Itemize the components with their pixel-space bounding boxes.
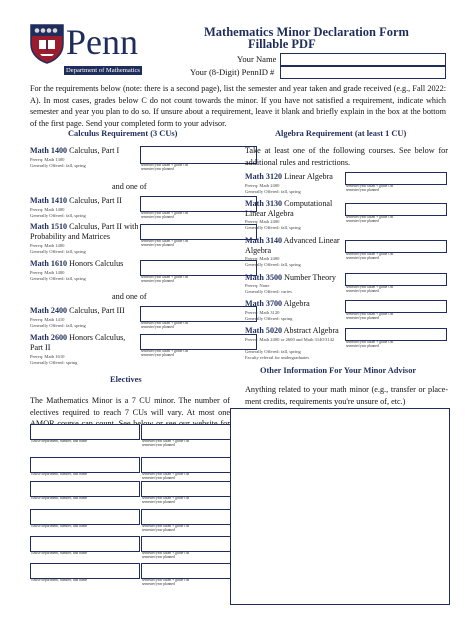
elective-course-input[interactable] [30, 424, 140, 440]
math-1400-grade-box[interactable] [140, 146, 257, 164]
course-code: Math 2400 [30, 306, 68, 315]
course-prereq: Prereq: Math 2400 [245, 219, 280, 224]
course-math-3120 [245, 172, 345, 182]
course-math-2600 [30, 333, 140, 353]
course-prereq: Prereq: Math 2400 or 2600 and Math 3140/3142 [245, 337, 335, 342]
course-name: Advanced Linear Algebra [245, 236, 340, 255]
elective-course-input[interactable] [30, 509, 140, 525]
course-code: Math 3130 [245, 199, 283, 208]
course-name: Calculus, Part I [69, 146, 120, 155]
pennid-label: Your (8-Digit) PennID # [190, 67, 275, 77]
course-name: Number Theory [284, 273, 336, 282]
course-code: Math 3120 [245, 172, 283, 181]
course-prereq: Prereq: Math 1610 [30, 354, 65, 359]
box-hint: semester/year taken + grade OR semester/year planned [141, 211, 189, 219]
course-note: Faculty referral for undergraduates [245, 355, 310, 360]
course-name: Linear Algebra [284, 172, 333, 181]
box-hint: semester/year taken + grade OR semester/year planned [142, 472, 190, 480]
course-name: Honors Calculus [69, 259, 124, 268]
course-offered: Generally Offered: fall, spring [245, 225, 301, 230]
instructions-paragraph: For the requirements below (note: there is a second page), list the semester and year taken and grade received (e.g., Fall 2022: A). In most cases, grades below C do not count towards the minor. If you have not satisfied a requirement, indicate which semester and year you plan to do so. If unsure about a requirement, leave it blank and briefly explain in the box at the bottom of the first page. Send your completed form to your advisor. [30, 84, 446, 128]
elective-course-label: course department, number, and name [31, 496, 88, 500]
course-name: Abstract Algebra [283, 326, 339, 335]
electives-heading: Electives [110, 375, 142, 384]
course-prereq: Prereq: Math 2400 [245, 183, 280, 188]
penn-logo [30, 22, 166, 78]
box-hint: semester/year taken + grade OR semester/year planned [141, 163, 189, 171]
course-code: Math 2600 [30, 333, 68, 342]
course-prereq: Prereq: Math 2400 [245, 256, 280, 261]
course-code: Math 5020 [245, 326, 283, 335]
and-one-of-label: and one of [112, 182, 147, 191]
course-math-5020 [245, 326, 350, 336]
elective-course-input[interactable] [30, 457, 140, 473]
course-math-1610 [30, 259, 140, 269]
course-prereq: Prereq: Math 1410 [30, 317, 65, 322]
and-one-of-label: and one of [112, 292, 147, 301]
algebra-heading: Algebra Requirement (at least 1 CU) [275, 129, 407, 138]
course-offered: Generally Offered: fall, spring [30, 213, 86, 218]
course-math-3140 [245, 236, 345, 256]
course-code: Math 1610 [30, 259, 68, 268]
course-prereq: Prereq: None [245, 283, 270, 288]
course-name: Calculus, Part II with Probability and Matrices [30, 222, 139, 241]
course-offered: Generally Offered: fall, spring [245, 349, 301, 354]
box-hint: semester/year taken + grade OR semester/year planned [141, 321, 189, 329]
course-offered: Generally Offered: spring [245, 316, 293, 321]
course-code: Math 1400 [30, 146, 68, 155]
course-name: Calculus, Part III [69, 306, 125, 315]
course-code: Math 1510 [30, 222, 68, 231]
course-prereq: Prereq: Math 1400 [30, 270, 65, 275]
course-math-1400 [30, 146, 138, 156]
box-hint: semester/year taken + grade OR semester/year planned [141, 275, 189, 283]
box-hint: semester/year taken + grade OR semester/year planned [141, 349, 189, 357]
box-hint: semester/year taken + grade OR semester/year planned [346, 184, 394, 192]
logo-wordmark: Penn [66, 22, 138, 62]
course-code: Math 3140 [245, 236, 283, 245]
algebra-intro: Take at least one of the following courses. See below for additional rules and restrictions. [245, 146, 448, 167]
box-hint: semester/year taken + grade OR semester/year planned [346, 252, 394, 260]
box-hint: semester/year taken + grade OR semester/year planned [346, 340, 394, 348]
course-offered: Generally Offered: spring [30, 360, 78, 365]
course-math-3130 [245, 199, 345, 219]
department-banner: Department of Mathematics [66, 67, 140, 74]
elective-course-label: course department, number, and name [31, 578, 88, 582]
other-info-textarea[interactable] [230, 408, 450, 605]
box-hint: semester/year taken + grade OR semester/year planned [141, 239, 189, 247]
elective-course-label: course department, number, and name [31, 551, 88, 555]
math-2600-grade-box[interactable] [140, 334, 257, 350]
course-offered: Generally Offered: fall, spring [30, 323, 86, 328]
course-name: Honors Calculus, Part II [30, 333, 126, 352]
other-info-prompt: Anything related to your math minor (e.g., transfer or place-ment credits, requirements you're unsure of, etc.) [245, 385, 448, 406]
box-hint: semester/year taken + grade OR semester/year planned [142, 439, 190, 447]
penn-shield-icon [30, 24, 64, 64]
course-code: Math 3500 [245, 273, 283, 282]
pennid-input[interactable] [280, 66, 446, 79]
electives-text: The Mathematics Minor is a 7 CU minor. The number of electives required to reach 7 CUs will vary. At most one [30, 396, 230, 417]
name-label: Your Name [237, 54, 277, 64]
course-math-2400 [30, 306, 140, 316]
course-code: Math 1410 [30, 196, 68, 205]
course-math-3500 [245, 273, 345, 283]
form-title: Mathematics Minor Declaration Form [204, 25, 409, 39]
box-hint: semester/year taken + grade OR semester/year planned [346, 312, 394, 320]
course-math-3700 [245, 299, 345, 309]
course-prereq: Prereq: Math 1300 [30, 157, 65, 162]
course-name: Computational Linear Algebra [245, 199, 333, 218]
elective-course-label: course department, number, and name [31, 524, 88, 528]
box-hint: semester/year taken + grade OR semester/year planned [142, 578, 190, 586]
course-offered: Generally Offered: varies [245, 289, 292, 294]
course-offered: Generally Offered: fall, spring [30, 249, 86, 254]
calculus-heading: Calculus Requirement (3 CUs) [68, 129, 178, 138]
math-1610-grade-box[interactable] [140, 260, 257, 276]
elective-course-input[interactable] [30, 481, 140, 497]
course-name: Calculus, Part II [69, 196, 122, 205]
course-code: Math 3700 [245, 299, 283, 308]
box-hint: semester/year taken + grade OR semester/year planned [142, 496, 190, 504]
elective-course-input[interactable] [30, 536, 140, 552]
course-prereq: Prereq: Math 1400 [30, 243, 65, 248]
elective-course-label: course department, number, and name [31, 472, 88, 476]
course-offered: Generally Offered: fall, spring [30, 163, 86, 168]
course-prereq: Prereq: Math 3120 [245, 310, 280, 315]
math-1410-grade-box[interactable] [140, 196, 257, 212]
form-subtitle: Fillable PDF [248, 37, 316, 51]
other-info-heading: Other Information For Your Minor Advisor [260, 366, 417, 375]
box-hint: semester/year taken + grade OR semester/year planned [346, 215, 394, 223]
elective-course-input[interactable] [30, 563, 140, 579]
box-hint: semester/year taken + grade OR semester/year planned [142, 551, 190, 559]
elective-course-label: course department, number, and name [31, 439, 88, 443]
course-math-1410 [30, 196, 138, 206]
math-2400-grade-box[interactable] [140, 306, 257, 322]
course-offered: Generally Offered: fall, spring [245, 189, 301, 194]
course-math-1510 [30, 222, 140, 242]
course-prereq: Prereq: Math 1400 [30, 207, 65, 212]
name-input[interactable] [280, 53, 446, 66]
box-hint: semester/year taken + grade OR semester/year planned [346, 285, 394, 293]
math-1510-grade-box[interactable] [140, 224, 257, 240]
course-offered: Generally Offered: fall, spring [245, 262, 301, 267]
course-offered: Generally Offered: fall, spring [30, 276, 86, 281]
course-name: Algebra [283, 299, 310, 308]
box-hint: semester/year taken + grade OR semester/year planned [142, 524, 190, 532]
